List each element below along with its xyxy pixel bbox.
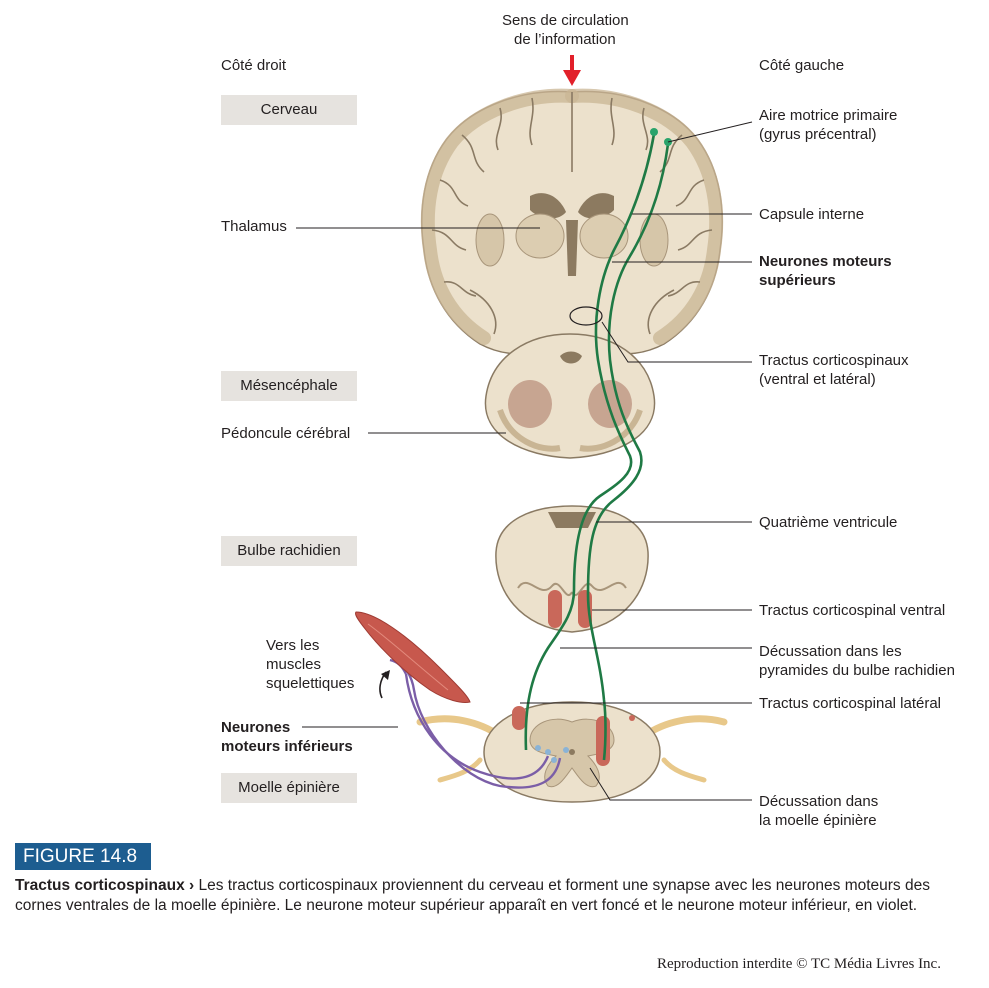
region-bulbe: Bulbe rachidien: [221, 536, 357, 566]
vers-muscles-line2: muscles: [266, 656, 322, 673]
decussation-moelle-line1: Décussation dans: [759, 793, 879, 810]
tractus-line2: (ventral et latéral): [759, 371, 876, 388]
tractus-lateral-label: Tractus corticospinal latéral: [759, 695, 942, 712]
neurones-sup-line2: supérieurs: [759, 272, 836, 289]
pedoncule-label: Pédoncule cérébral: [221, 425, 351, 442]
right-side-label: Côté droit: [221, 57, 287, 74]
thalamus-label: Thalamus: [221, 218, 287, 235]
figure-number-badge: FIGURE 14.8: [15, 843, 151, 870]
ventricule-label: Quatrième ventricule: [759, 514, 898, 531]
decussation-bulbe-line1: Décussation dans les: [759, 643, 902, 660]
flow-label-line1: Sens de circulation: [502, 12, 629, 29]
muscle-direction-arrow: [380, 670, 390, 698]
aire-motrice-line1: Aire motrice primaire: [759, 107, 898, 124]
brain-section: [422, 91, 722, 354]
region-mesencephale: Mésencéphale: [221, 371, 357, 401]
neurones-inf-line1: Neurones: [221, 719, 291, 736]
medulla-section: [496, 506, 648, 632]
left-side-label: Côté gauche: [759, 57, 845, 74]
neurones-inf-line2: moteurs inférieurs: [221, 738, 353, 755]
region-cerveau: Cerveau: [221, 95, 357, 125]
vers-muscles-line1: Vers les: [266, 637, 320, 654]
midbrain-section: [485, 334, 654, 458]
flow-arrow: [563, 55, 581, 86]
tractus-line1: Tractus corticospinaux: [759, 352, 909, 369]
caption-text: Les tractus corticospinaux proviennent du cerveau et forment une synapse avec les neurones moteurs des cornes ventrales de la moelle épinière. Le neurone moteur supérieur apparaît en vert foncé et le neurone moteur inférieur, en violet.: [15, 877, 930, 914]
vers-muscles-line3: squelettiques: [266, 675, 355, 692]
decussation-moelle-line2: la moelle épinière: [759, 812, 877, 829]
figure-caption: [15, 876, 975, 916]
tractus-ventral-label: Tractus corticospinal ventral: [759, 602, 946, 619]
aire-motrice-line2: (gyrus précentral): [759, 126, 877, 143]
copyright-credit: Reproduction interdite © TC Média Livres Inc.: [657, 956, 941, 972]
flow-label-line2: de l’information: [514, 31, 616, 48]
region-moelle: Moelle épinière: [221, 773, 357, 803]
neurones-sup-line1: Neurones moteurs: [759, 253, 892, 270]
caption-title: Tractus corticospinaux: [15, 877, 185, 894]
caption-separator: ›: [184, 877, 199, 894]
decussation-bulbe-line2: pyramides du bulbe rachidien: [759, 662, 955, 679]
capsule-label: Capsule interne: [759, 206, 865, 223]
spinal-cord-section: [420, 702, 724, 802]
